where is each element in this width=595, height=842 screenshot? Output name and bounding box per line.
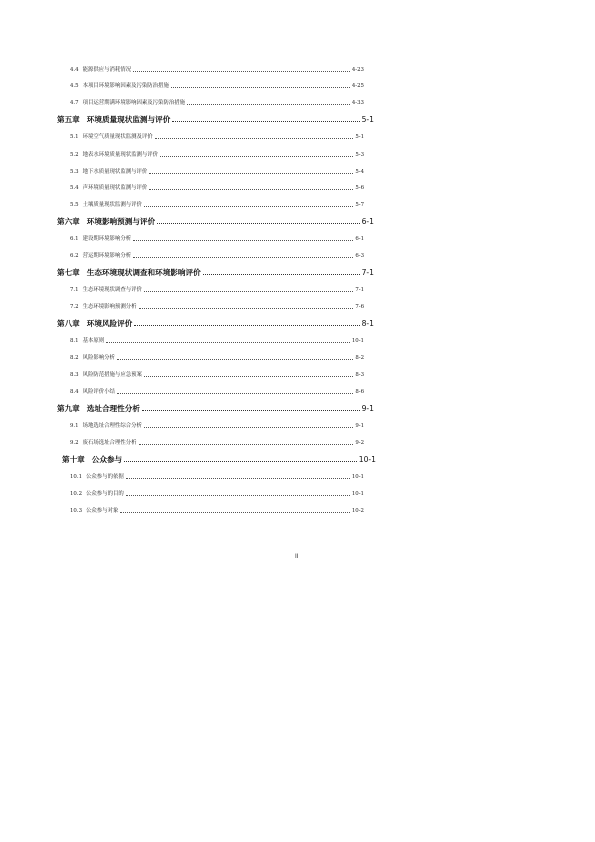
toc-title: 生态环境影响预测分析 [82, 304, 137, 310]
toc-entry-8-2[interactable] [70, 356, 364, 361]
toc-page: 8-3 [355, 372, 364, 378]
toc-number: 9.2 [70, 440, 79, 446]
dot-leader [157, 223, 359, 224]
chapter-title: 公众参与 [91, 455, 123, 464]
toc-number: 5.5 [70, 202, 79, 208]
toc-number: 10.3 [70, 508, 83, 514]
dot-leader [171, 87, 350, 88]
dot-leader [106, 342, 350, 343]
toc-page: 5-3 [355, 152, 364, 158]
toc-title: 生态环境现状调查与评价 [82, 287, 142, 293]
toc-title: 营运期环境影响分析 [82, 253, 132, 259]
toc-entry-10-2[interactable] [70, 492, 364, 497]
toc-page: 8-2 [355, 355, 364, 361]
dot-leader [144, 376, 353, 377]
toc-number: 8.1 [70, 338, 79, 344]
dot-leader [139, 308, 354, 309]
toc-number: 5.4 [70, 185, 79, 191]
dot-leader [149, 173, 353, 174]
chapter-title: 环境质量现状监测与评价 [86, 115, 171, 124]
toc-page: 5-7 [355, 202, 364, 208]
toc-title: 地下水质量现状监测与评价 [82, 169, 148, 175]
dot-leader [203, 274, 360, 275]
dot-leader [133, 71, 350, 72]
toc-entry-4-7[interactable] [70, 101, 364, 106]
toc-page: 10-1 [351, 474, 364, 480]
dot-leader [117, 359, 353, 360]
chapter-number: 第五章 [57, 115, 80, 124]
toc-entry-10-1[interactable] [70, 475, 364, 480]
toc-number: 4.5 [70, 83, 79, 89]
toc-title: 地表水环境质量现状监测与评价 [82, 152, 159, 158]
dot-leader [120, 512, 350, 513]
chapter-page: 7-1 [361, 268, 374, 277]
chapter-number: 第九章 [57, 404, 80, 413]
dot-leader [142, 410, 360, 411]
toc-page: 10-1 [351, 491, 364, 497]
chapter-page: 6-1 [361, 217, 374, 226]
toc-entry-5-4[interactable] [70, 186, 364, 191]
chapter-number: 第八章 [57, 319, 80, 328]
toc-page: 5-4 [355, 169, 364, 175]
dot-leader [144, 427, 353, 428]
chapter-number: 第七章 [57, 268, 80, 277]
toc-chapter-5[interactable] [57, 116, 374, 124]
toc-title: 风险评价小结 [82, 389, 115, 395]
toc-page: 8-6 [355, 389, 364, 395]
toc-page: 10-1 [351, 338, 364, 344]
toc-title: 公众参与的目的 [86, 491, 124, 497]
chapter-title: 环境影响预测与评价 [86, 217, 156, 226]
toc-title: 废石场选址合理性分析 [82, 440, 137, 446]
chapter-number: 第六章 [57, 217, 80, 226]
toc-entry-7-2[interactable] [70, 305, 364, 310]
toc-title: 环境空气质量现状监测及评价 [82, 134, 153, 140]
toc-title: 风险防范措施与应急预案 [82, 372, 142, 378]
toc-entry-5-5[interactable] [70, 203, 364, 208]
toc-chapter-9[interactable] [57, 405, 374, 413]
toc-number: 5.3 [70, 169, 79, 175]
toc-title: 基本原则 [82, 338, 105, 344]
toc-entry-4-4[interactable] [70, 68, 364, 73]
chapter-page: 10-1 [358, 455, 376, 464]
toc-number: 9.1 [70, 423, 79, 429]
toc-page: 6-1 [355, 236, 364, 242]
dot-leader [126, 478, 350, 479]
toc-number: 8.3 [70, 372, 79, 378]
dot-leader [155, 138, 354, 139]
dot-leader [139, 444, 354, 445]
chapter-page: 5-1 [361, 115, 374, 124]
toc-entry-10-3[interactable] [70, 509, 364, 514]
dot-leader [133, 257, 353, 258]
toc-entry-6-2[interactable] [70, 254, 364, 259]
chapter-title: 环境风险评价 [86, 319, 133, 328]
page-number: II [295, 553, 299, 560]
toc-number: 8.4 [70, 389, 79, 395]
toc-title: 建设期环境影响分析 [82, 236, 132, 242]
toc-entry-9-1[interactable] [70, 424, 364, 429]
toc-title: 声环境质量现状监测与评价 [82, 185, 148, 191]
chapter-number: 第十章 [62, 455, 85, 464]
toc-number: 8.2 [70, 355, 79, 361]
toc-number: 6.1 [70, 236, 79, 242]
toc-chapter-6[interactable] [57, 218, 374, 226]
toc-page: 9-2 [355, 440, 364, 446]
dot-leader [149, 189, 353, 190]
toc-entry-8-3[interactable] [70, 373, 364, 378]
dot-leader [144, 291, 353, 292]
toc-title: 公众参与的依据 [86, 474, 124, 480]
toc-page: 4-23 [351, 67, 364, 73]
chapter-title: 选址合理性分析 [86, 404, 140, 413]
toc-number: 7.1 [70, 287, 79, 293]
toc-page: 4-33 [351, 100, 364, 106]
toc-page: 7-1 [355, 287, 364, 293]
dot-leader [160, 156, 353, 157]
toc-title: 能源供应与消耗情况 [82, 67, 132, 73]
dot-leader [133, 240, 353, 241]
toc-page: 6-3 [355, 253, 364, 259]
dot-leader [126, 495, 350, 496]
toc-number: 4.4 [70, 67, 79, 73]
toc-entry-5-1[interactable] [70, 135, 364, 140]
toc-chapter-8[interactable] [57, 320, 374, 328]
toc-entry-8-4[interactable] [70, 390, 364, 395]
toc-entry-6-1[interactable] [70, 237, 364, 242]
toc-entry-7-1[interactable] [70, 288, 364, 293]
toc-title: 土壤质量现状监测与评价 [82, 202, 142, 208]
toc-entry-8-1[interactable] [70, 339, 364, 344]
dot-leader [117, 393, 353, 394]
toc-page: 5-1 [355, 134, 364, 140]
dot-leader [187, 104, 350, 105]
toc-number: 6.2 [70, 253, 79, 259]
toc-title: 项目运营期满环境影响因素及污染防治措施 [82, 100, 186, 106]
chapter-page: 8-1 [361, 319, 374, 328]
toc-chapter-10[interactable] [62, 456, 376, 464]
toc-number: 5.2 [70, 152, 79, 158]
toc-number: 5.1 [70, 134, 79, 140]
toc-page: 5-6 [355, 185, 364, 191]
toc-number: 7.2 [70, 304, 79, 310]
toc-page: 9-1 [355, 423, 364, 429]
dot-leader [124, 461, 357, 462]
toc-entry-9-2[interactable] [70, 441, 364, 446]
chapter-title: 生态环境现状调查和环境影响评价 [86, 268, 201, 277]
toc-number: 4.7 [70, 100, 79, 106]
dot-leader [134, 325, 359, 326]
toc-page: 10-2 [351, 508, 364, 514]
toc-title: 本项目环境影响因素及污染防治措施 [82, 83, 169, 89]
dot-leader [144, 206, 353, 207]
toc-title: 公众参与对象 [86, 508, 119, 514]
dot-leader [172, 121, 359, 122]
toc-entry-5-3[interactable] [70, 170, 364, 175]
toc-chapter-7[interactable] [57, 269, 374, 277]
toc-number: 10.2 [70, 491, 83, 497]
toc-entry-4-5[interactable] [70, 84, 364, 89]
chapter-page: 9-1 [361, 404, 374, 413]
toc-page: 4-25 [351, 83, 364, 89]
toc-title: 风险影响分析 [82, 355, 115, 361]
toc-page: 7-6 [355, 304, 364, 310]
toc-title: 场地选址合理性综合分析 [82, 423, 142, 429]
toc-entry-5-2[interactable] [70, 153, 364, 158]
toc-number: 10.1 [70, 474, 83, 480]
